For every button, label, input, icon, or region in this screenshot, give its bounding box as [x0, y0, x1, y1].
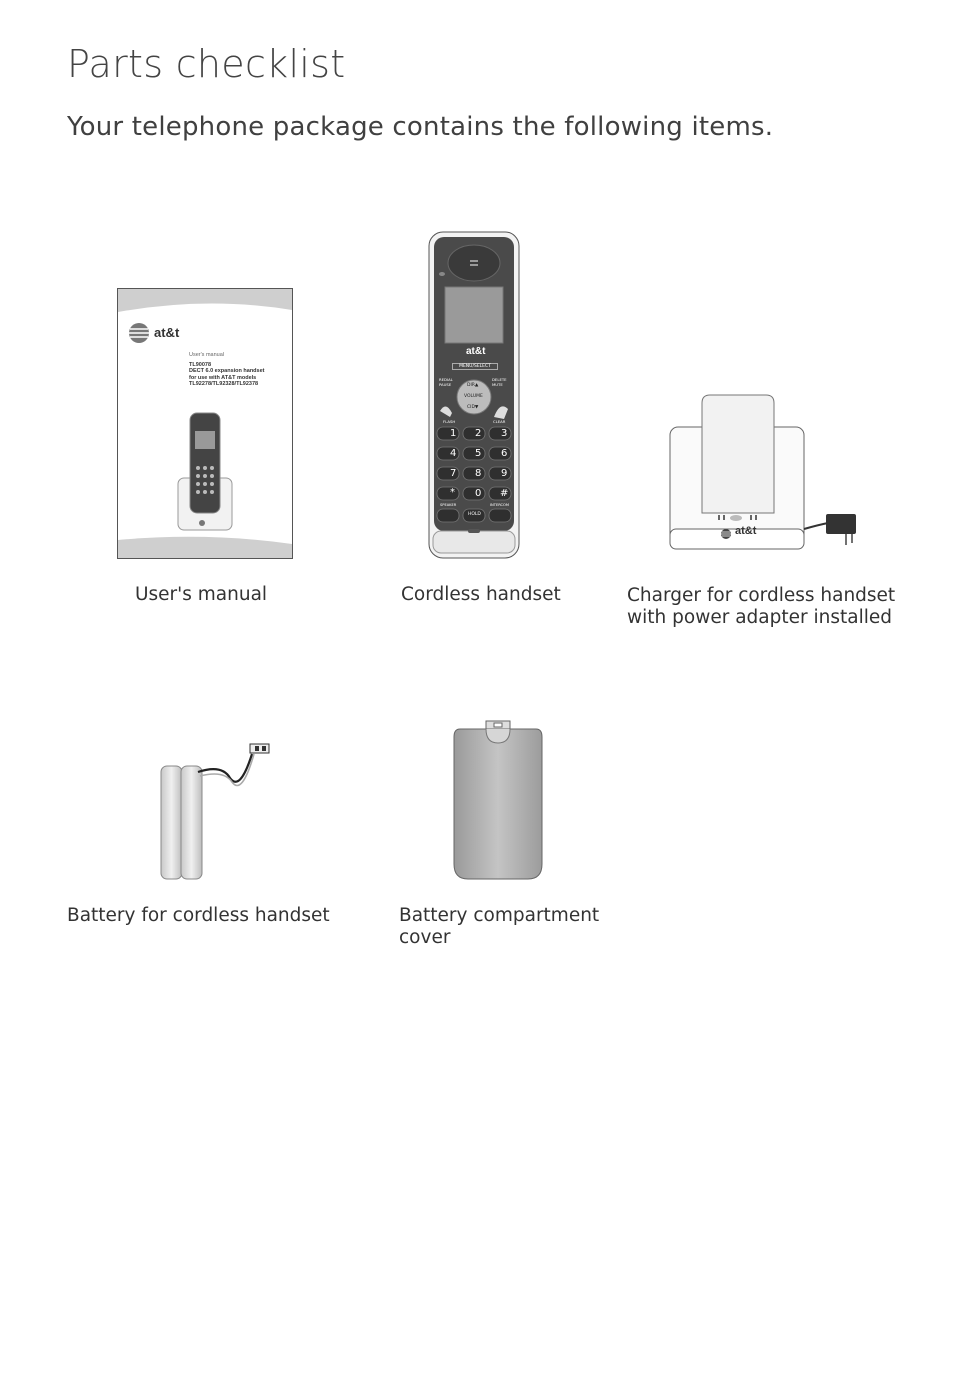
key-5: 5 — [475, 448, 482, 459]
menu-select-label: MENU/SELECT — [452, 363, 498, 370]
key-1: 1 — [450, 428, 457, 439]
charger-brand: at&t — [735, 525, 757, 537]
key-2: 2 — [475, 428, 482, 439]
manual-desc-1: DECT 6.0 expansion handset — [189, 368, 265, 374]
key-8: 8 — [475, 468, 482, 479]
key-star: * — [450, 487, 455, 498]
key-hash: # — [500, 488, 509, 499]
caption-battery-cover: Battery compartment cover — [399, 905, 600, 948]
volume-label: VOLUME — [464, 394, 483, 399]
caption-battery: Battery for cordless handset — [67, 905, 330, 926]
battery-graphic — [158, 742, 274, 880]
key-7: 7 — [450, 468, 457, 479]
key-6: 6 — [501, 448, 508, 459]
battery-illustration — [158, 742, 274, 880]
cid-label: CID▼ — [467, 405, 479, 410]
manual-label: User's manual — [189, 352, 224, 358]
redial-pause-label: REDIAL PAUSE — [439, 377, 453, 387]
cordless-handset-illustration — [428, 231, 520, 560]
users-manual-illustration — [117, 288, 293, 559]
page-subtitle: Your telephone package contains the following items. — [67, 112, 774, 142]
battery-cover-illustration — [452, 719, 544, 881]
manual-text-block — [189, 352, 289, 388]
att-globe-icon — [129, 323, 149, 343]
intercom-label: INTERCOM — [490, 503, 509, 507]
caption-cordless-handset: Cordless handset — [401, 584, 561, 605]
manual-cover-graphic — [117, 288, 293, 559]
charger-illustration — [668, 393, 862, 551]
manual-desc-2: for use with AT&T models — [189, 374, 257, 381]
key-9: 9 — [501, 468, 508, 479]
key-0: 0 — [475, 488, 482, 499]
manual-brand: at&t — [154, 325, 180, 340]
battery-cover-graphic — [452, 719, 544, 881]
handset-brand: at&t — [466, 346, 486, 357]
hold-label: HOLD — [468, 512, 481, 517]
delete-mute-label: DELETE MUTE — [492, 377, 507, 387]
key-3: 3 — [501, 428, 508, 439]
clear-label: CLEAR — [493, 419, 506, 424]
key-4: 4 — [450, 448, 457, 459]
page-title: Parts checklist — [67, 42, 346, 86]
charger-att-globe-icon — [721, 529, 731, 539]
manual-desc-3: TL92278/TL92328/TL92378 — [189, 381, 259, 387]
manual-model: TL90078 — [189, 361, 212, 368]
speaker-label: SPEAKER — [440, 503, 457, 507]
caption-users-manual: User's manual — [135, 584, 268, 605]
flash-label: FLASH — [443, 419, 456, 424]
dir-label: DIR▲ — [467, 383, 479, 388]
caption-charger: Charger for cordless handset with power adapter installed — [627, 585, 896, 628]
charger-graphic — [668, 393, 862, 551]
